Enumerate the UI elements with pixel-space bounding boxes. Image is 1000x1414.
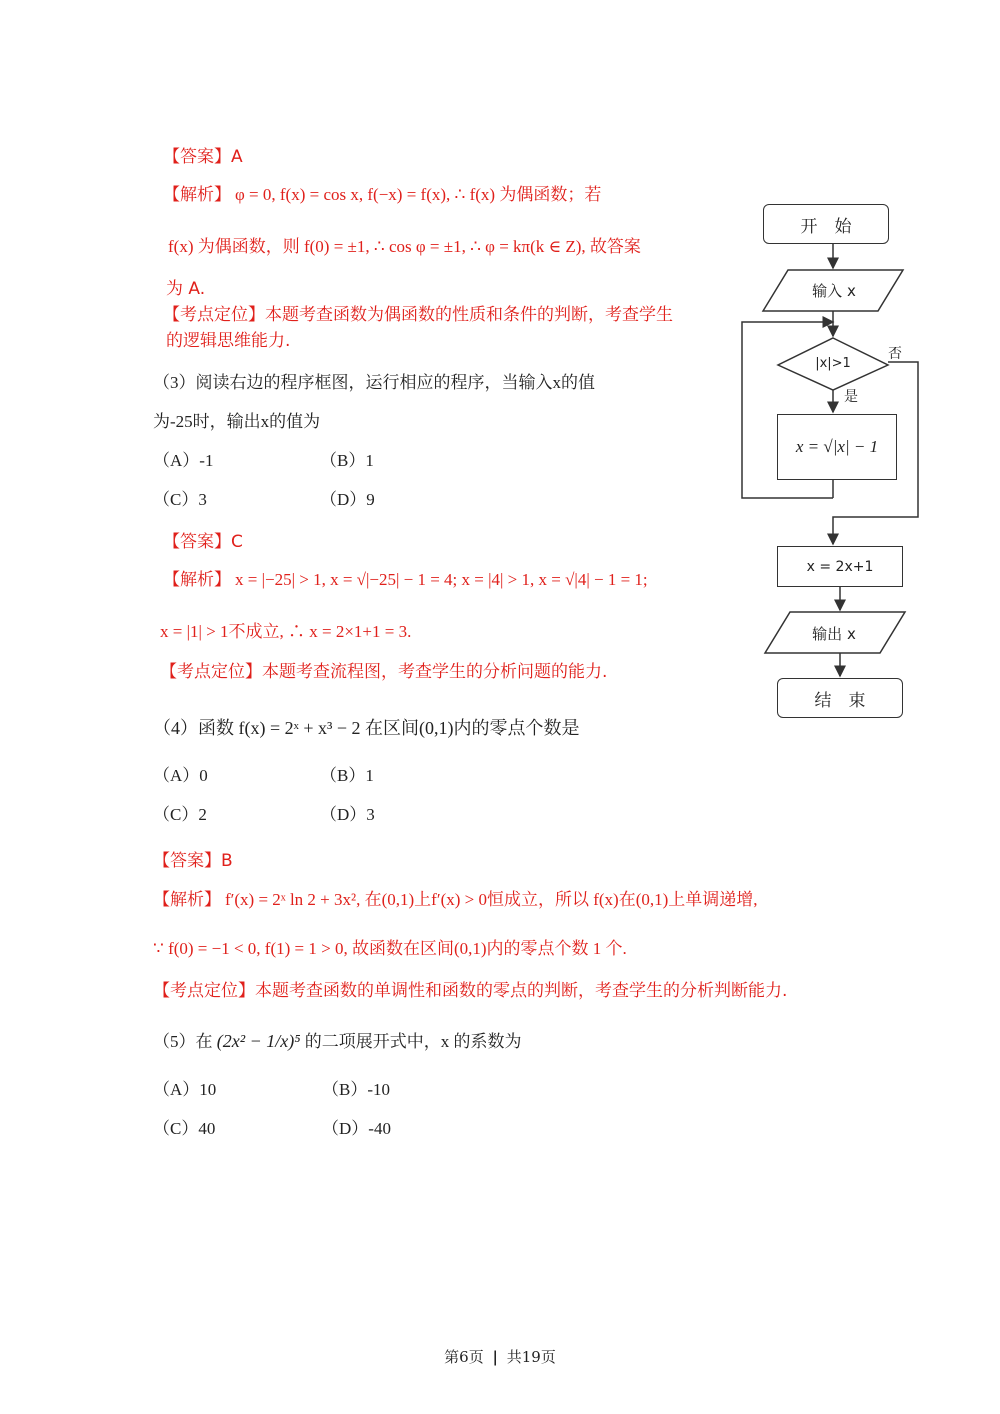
output-label: 输出 x bbox=[812, 625, 856, 643]
analysis-text: ∵ f(0) = −1 < 0, f(1) = 1 > 0, 故函数在区间(0,1)内的零点个数 1 个. bbox=[153, 939, 627, 958]
analysis-label: 【解析】 bbox=[163, 185, 231, 205]
analysis-text: φ = 0, f(x) = cos x, f(−x) = f(x), ∴ f(x) 为偶函数；若 bbox=[235, 185, 602, 204]
key-point-text: 本题考查函数为偶函数的性质和条件的判断，考查学生 bbox=[265, 305, 673, 325]
condition-label: |x|>1 bbox=[815, 356, 851, 371]
analysis-text: f′(x) = 2ˣ ln 2 + 3x², 在(0,1)上f′(x) > 0恒成立，所以 f(x)在(0,1)上单调递增, bbox=[225, 890, 758, 909]
key-point-label: 【考点定位】 bbox=[163, 305, 265, 325]
answer-label: 【答案】 bbox=[163, 147, 231, 167]
yes-label: 是 bbox=[844, 389, 858, 405]
q3-option-b: （B）1 bbox=[320, 451, 374, 470]
answer-letter: C bbox=[231, 532, 243, 552]
q4-option-d: （D）3 bbox=[320, 805, 375, 824]
analysis-text: f(x) 为偶函数，则 f(0) = ±1, ∴ cos φ = ±1, ∴ φ = kπ(k ∈ Z), 故答案 bbox=[168, 237, 641, 256]
q5-stem-expression: (2x² − 1/x)⁵ bbox=[216, 1031, 301, 1051]
process-box: x = √|x| − 1 bbox=[777, 414, 897, 480]
no-label: 否 bbox=[888, 346, 902, 362]
q4-key-point bbox=[153, 976, 787, 1001]
key-point-text: 的逻辑思维能力. bbox=[166, 331, 291, 351]
answer-label: 【答案】 bbox=[163, 532, 231, 552]
answer-label: 【答案】 bbox=[153, 851, 221, 871]
q4-option-a: （A）0 bbox=[153, 766, 208, 785]
key-point-text: 本题考查流程图，考查学生的分析问题的能力. bbox=[262, 662, 608, 682]
analysis-text: x = |−25| > 1, x = √|−25| − 1 = 4; x = |4| > 1, x = √|4| − 1 = 1; bbox=[235, 570, 648, 589]
q4-analysis-line1 bbox=[153, 885, 758, 910]
footer-separator: | bbox=[492, 1348, 498, 1366]
q3-option-c: （C）3 bbox=[153, 490, 207, 509]
analysis-text: 为 A. bbox=[166, 279, 206, 299]
q5-stem bbox=[153, 1027, 522, 1052]
q5-option-c: （C）40 bbox=[153, 1119, 216, 1138]
analysis-text: x = |1| > 1不成立, ∴ x = 2×1+1 = 3. bbox=[160, 622, 412, 641]
q5-option-d: （D）-40 bbox=[322, 1119, 391, 1138]
q4-stem: （4）函数 f(x) = 2ˣ + x³ − 2 在区间(0,1)内的零点个数是 bbox=[153, 718, 580, 738]
answer-letter: A bbox=[231, 147, 243, 167]
q5-option-b: （B）-10 bbox=[322, 1080, 390, 1099]
key-point-label: 【考点定位】 bbox=[153, 981, 255, 1001]
input-label: 输入 x bbox=[812, 282, 856, 300]
page-total: 共19页 bbox=[506, 1348, 556, 1366]
start-box: 开 始 bbox=[763, 204, 889, 244]
q3-stem-line2: 为-25时，输出x的值为 bbox=[153, 412, 321, 431]
key-point-label: 【考点定位】 bbox=[160, 662, 262, 682]
end-box: 结 束 bbox=[777, 678, 903, 718]
q5-stem-suffix: 的二项展开式中，x 的系数为 bbox=[304, 1032, 522, 1051]
key-point-text: 本题考查函数的单调性和函数的零点的判断，考查学生的分析判断能力. bbox=[255, 981, 788, 1001]
page-number: 第6页 bbox=[444, 1348, 484, 1366]
q3-option-d: （D）9 bbox=[320, 490, 375, 509]
page-footer bbox=[0, 1346, 1000, 1367]
q3-option-a: （A）-1 bbox=[153, 451, 214, 470]
q4-analysis-line2 bbox=[153, 934, 627, 959]
analysis-label: 【解析】 bbox=[163, 570, 231, 590]
q5-stem-prefix: （5）在 bbox=[153, 1032, 213, 1051]
answer-letter: B bbox=[221, 851, 233, 871]
q4-answer bbox=[153, 846, 233, 871]
q3-stem-line1: （3）阅读右边的程序框图，运行相应的程序，当输入x的值 bbox=[153, 373, 595, 392]
analysis-label: 【解析】 bbox=[153, 890, 221, 910]
q5-option-a: （A）10 bbox=[153, 1080, 217, 1099]
q4-option-c: （C）2 bbox=[153, 805, 207, 824]
q4-option-b: （B）1 bbox=[320, 766, 374, 785]
assign-box: x = 2x+1 bbox=[777, 546, 903, 587]
